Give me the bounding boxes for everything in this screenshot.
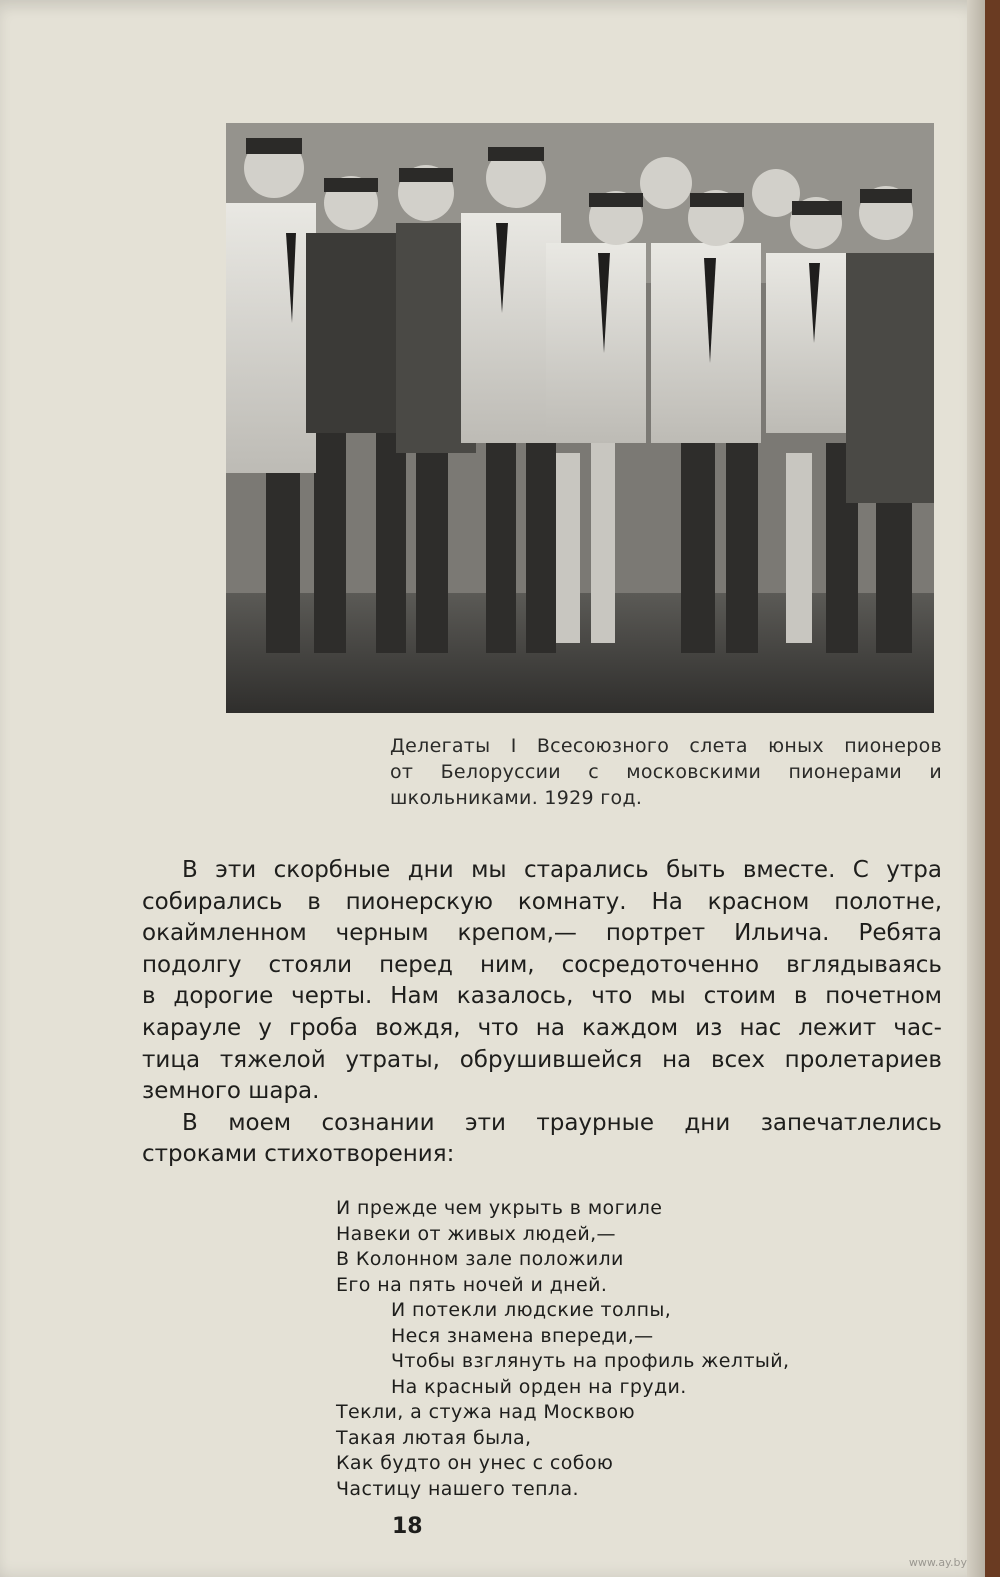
poem-line: И прежде чем укрыть в могиле [336, 1197, 663, 1219]
text-line: строками стихотворения: [142, 1141, 455, 1168]
text-line: в дорогие черты. Нам казалось, что мы стоим в почетном [142, 983, 942, 1010]
caption-line: школьниками. 1929 год. [390, 787, 643, 809]
page-edge [967, 0, 985, 1577]
group-photo [226, 123, 934, 713]
poem-line: Чтобы взглянуть на профиль желтый, [391, 1350, 790, 1372]
poem-line: Как будто он унес с собою [336, 1452, 614, 1474]
text-line: земного шара. [142, 1078, 320, 1105]
body-text [142, 855, 942, 1171]
poem-line: И потекли людские толпы, [391, 1299, 672, 1321]
poem-line: Частицу нашего тепла. [336, 1477, 579, 1500]
page-number: 18 [392, 1514, 423, 1539]
text-line: тица тяжелой утраты, обрушившейся на всех пролетариев [142, 1046, 942, 1073]
text-line: окаймленном черным крепом,— портрет Ильича. Ребята [142, 920, 942, 947]
text-line: подолгу стояли перед ним, сосредоточенно вглядываясь [142, 951, 942, 978]
text-line: карауле у гроба вождя, что на каждом из нас лежит час- [142, 1014, 942, 1041]
text-line: В моем сознании эти траурные дни запечатлелись [182, 1109, 942, 1136]
poem-line: Такая лютая была, [336, 1426, 532, 1449]
poem-line: Неся знамена впереди,— [391, 1324, 654, 1347]
group-photo-image [226, 123, 934, 713]
poem-line: Текли, а стужа над Москвою [336, 1401, 635, 1423]
text-line: В эти скорбные дни мы старались быть вместе. С утра [182, 857, 942, 883]
text-line: собирались в пионерскую комнату. На красном полотне, [142, 888, 942, 915]
poem-line: В Колонном зале положили [336, 1248, 624, 1270]
watermark: www.ay.by [908, 1556, 967, 1569]
photo-caption [390, 733, 942, 811]
caption-line: Делегаты I Всесоюзного слета юных пионеров [390, 735, 942, 757]
poem-line: Его на пять ночей и дней. [336, 1273, 608, 1296]
poem-line: На красный орден на груди. [391, 1375, 687, 1398]
poem [336, 1196, 876, 1502]
poem-line: Навеки от живых людей,— [336, 1222, 616, 1245]
caption-line: от Белоруссии с московскими пионерами и [390, 761, 942, 783]
